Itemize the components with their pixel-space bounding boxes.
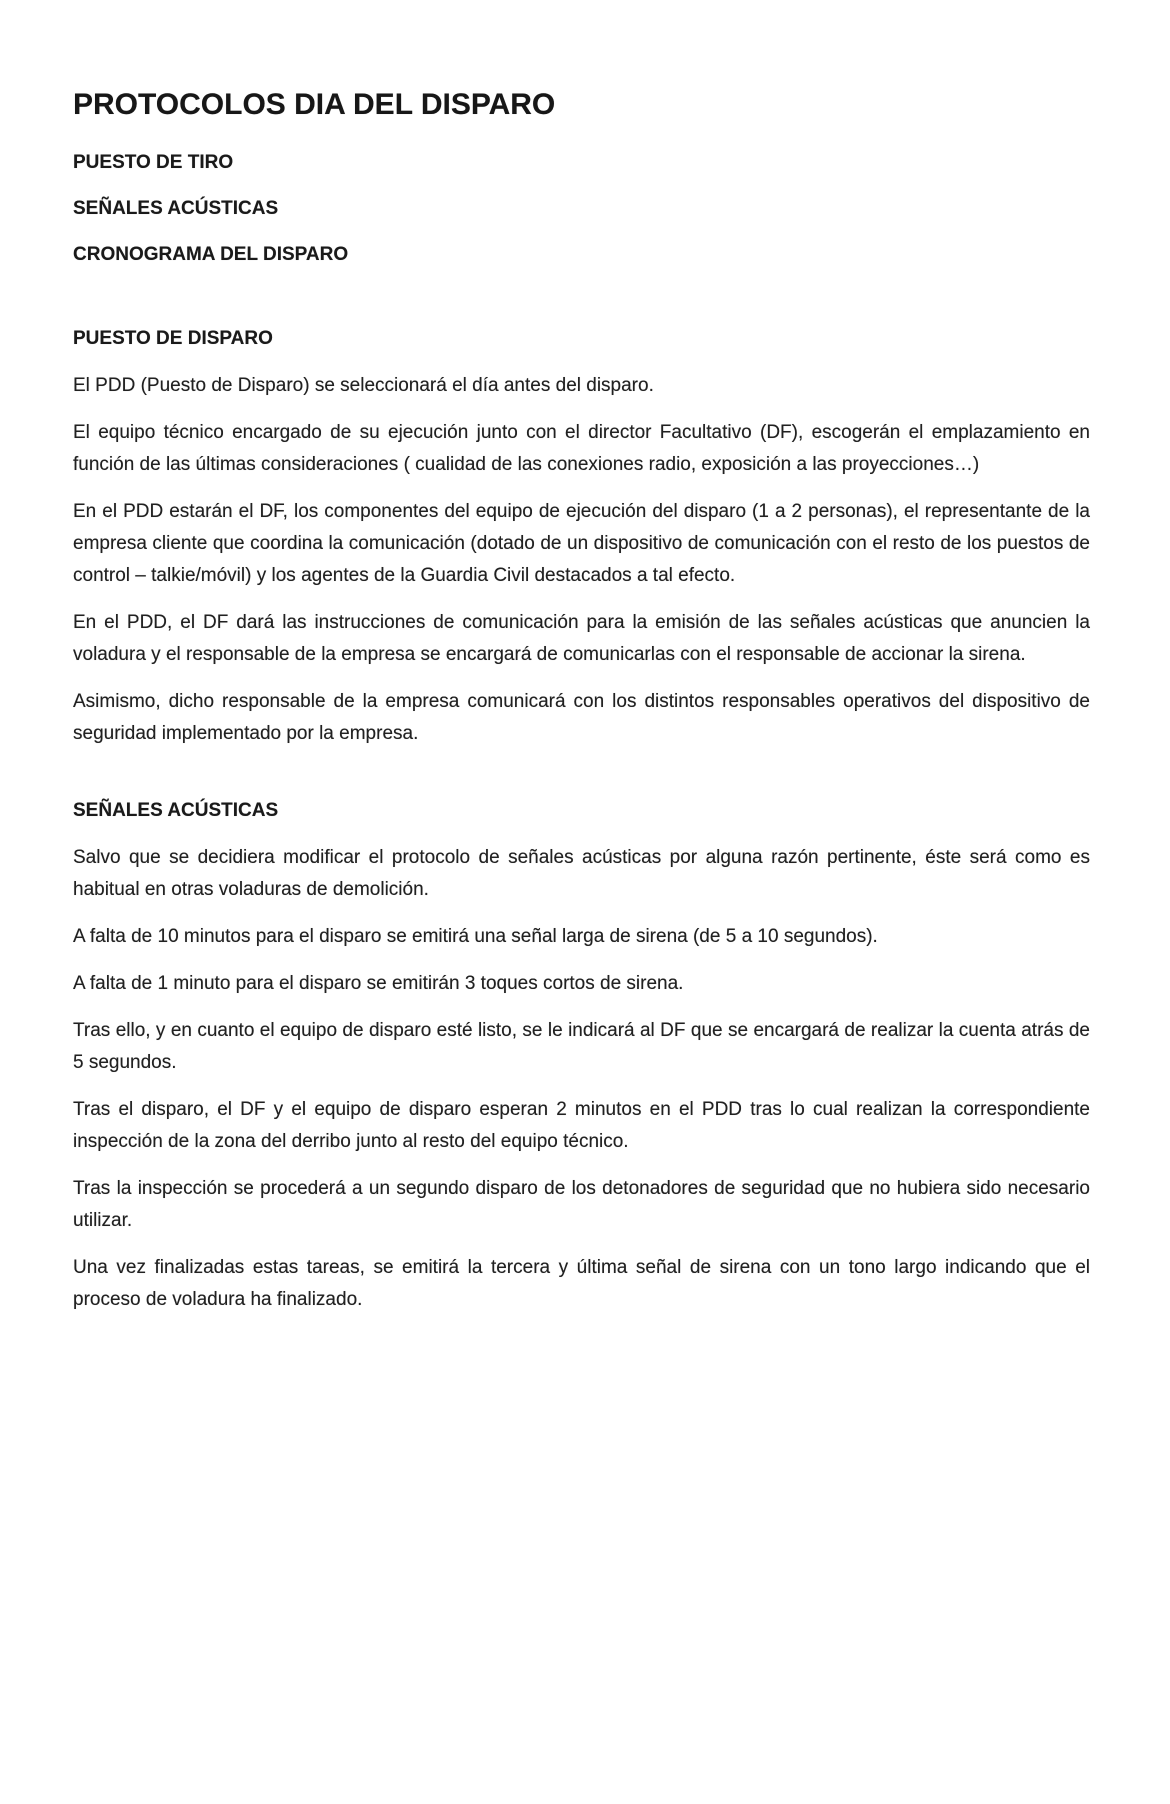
paragraph: En el PDD estarán el DF, los componentes del equipo de ejecución del disparo (1 a 2 personas), el representante de la empresa cliente que coordina la comunicación (dotado de un dispositivo de comunicación con el resto de los puestos de control – talkie/móvil) y los agentes de la Guardia Civil destacados a tal efecto.	[73, 501, 1090, 586]
toc-item-puesto-de-tiro: PUESTO DE TIRO	[73, 152, 234, 173]
paragraph: A falta de 1 minuto para el disparo se emitirán 3 toques cortos de sirena.	[73, 973, 684, 994]
paragraph: Asimismo, dicho responsable de la empresa comunicará con los distintos responsables operativos del dispositivo de seguridad implementado por la empresa.	[73, 691, 1090, 744]
toc-item-cronograma-del-disparo: CRONOGRAMA DEL DISPARO	[73, 244, 349, 265]
paragraph: El PDD (Puesto de Disparo) se seleccionará el día antes del disparo.	[73, 375, 654, 396]
section-senales-acusticas	[73, 800, 1090, 1316]
toc-item-senales-acusticas: SEÑALES ACÚSTICAS	[73, 198, 279, 219]
paragraph: El equipo técnico encargado de su ejecución junto con el director Facultativo (DF), escogerán el emplazamiento en función de las últimas consideraciones ( cualidad de las conexiones radio, exposición a las proyecciones…)	[73, 422, 1090, 475]
paragraph: Una vez finalizadas estas tareas, se emitirá la tercera y última señal de sirena con un tono largo indicando que el proceso de voladura ha finalizado.	[73, 1257, 1090, 1310]
paragraph: Tras ello, y en cuanto el equipo de disparo esté listo, se le indicará al DF que se encargará de realizar la cuenta atrás de 5 segundos.	[73, 1020, 1090, 1073]
section-heading-senales-acusticas: SEÑALES ACÚSTICAS	[73, 800, 279, 821]
paragraph: Tras la inspección se procederá a un segundo disparo de los detonadores de seguridad que no hubiera sido necesario utilizar.	[73, 1178, 1090, 1231]
paragraph: En el PDD, el DF dará las instrucciones de comunicación para la emisión de las señales acústicas que anuncien la voladura y el responsable de la empresa se encargará de comunicarlas con el responsable de accionar la sirena.	[73, 612, 1090, 665]
paragraph: A falta de 10 minutos para el disparo se emitirá una señal larga de sirena (de 5 a 10 segundos).	[73, 926, 878, 947]
section-puesto-de-disparo	[73, 328, 1090, 750]
paragraph: Salvo que se decidiera modificar el protocolo de señales acústicas por alguna razón pertinente, éste será como es habitual en otras voladuras de demolición.	[73, 847, 1090, 900]
paragraph: Tras el disparo, el DF y el equipo de disparo esperan 2 minutos en el PDD tras lo cual realizan la correspondiente inspección de la zona del derribo junto al resto del equipo técnico.	[73, 1099, 1090, 1152]
document-title: PROTOCOLOS DIA DEL DISPARO	[73, 88, 556, 121]
toc	[73, 152, 1090, 266]
section-heading-puesto-de-disparo: PUESTO DE DISPARO	[73, 328, 273, 349]
